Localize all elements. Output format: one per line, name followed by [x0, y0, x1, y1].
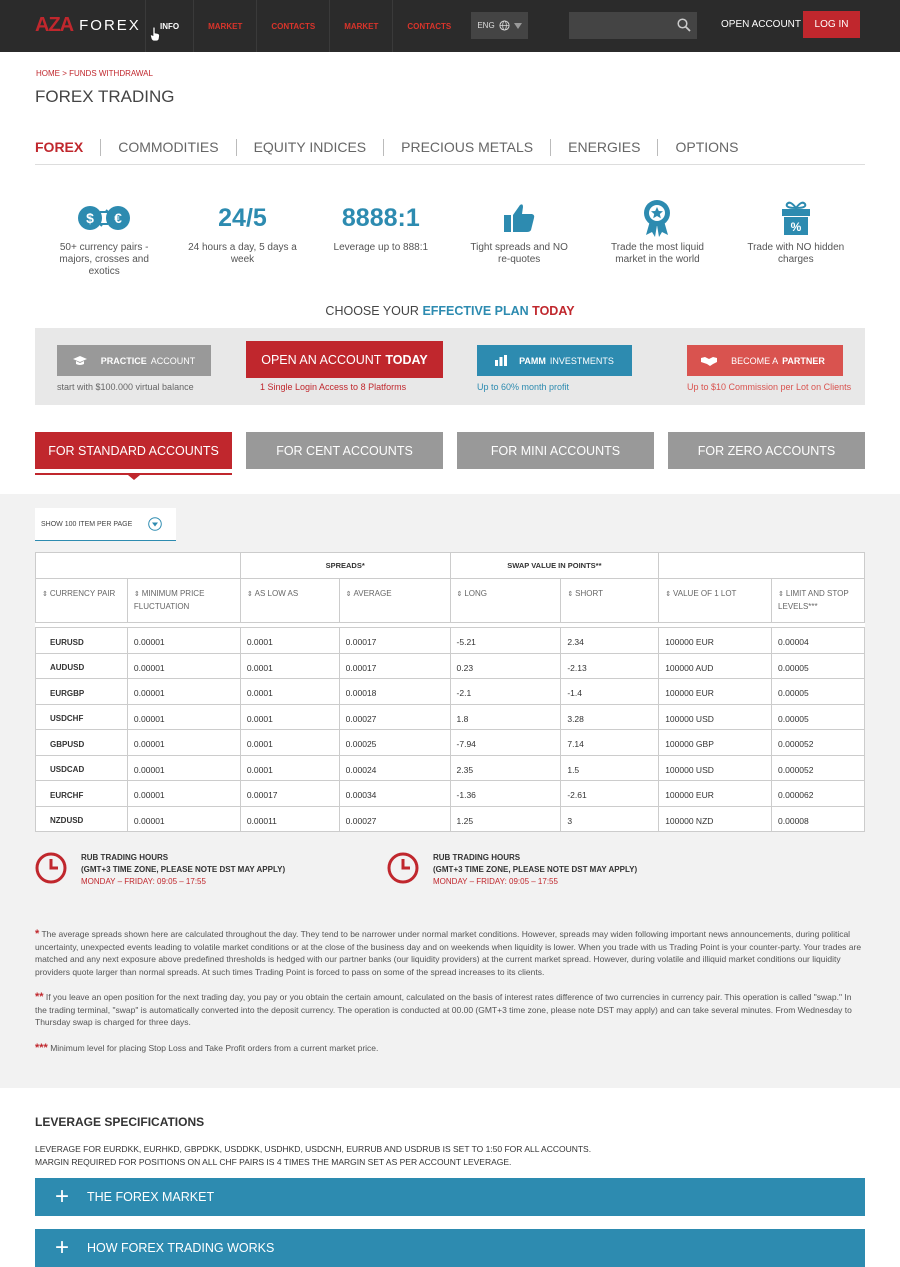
plan-heading: CHOOSE YOUR EFFECTIVE PLAN TODAY	[325, 304, 575, 318]
feature-liquid-market	[588, 198, 726, 278]
table-cell: -1.36	[450, 781, 561, 807]
feature-caption: 24 hours a day, 5 days a week	[188, 242, 297, 265]
practice-account-note: start with $100.000 virtual balance	[57, 382, 194, 392]
feature-24-5	[173, 198, 311, 278]
become-partner-button[interactable]: BECOME A PARTNER	[687, 345, 843, 376]
table-cell: 100000 EUR	[659, 628, 772, 654]
award-icon	[641, 199, 673, 237]
table-cell: 0.00034	[339, 781, 450, 807]
feature-caption: Trade with NO hidden charges	[747, 242, 845, 265]
currency-exchange-icon	[76, 203, 132, 233]
table-cell: 0.00004	[772, 628, 865, 654]
practice-account-button[interactable]: PRACTICE ACCOUNT	[57, 345, 211, 376]
trading-hours-2	[387, 852, 637, 888]
open-account-button[interactable]: OPEN AN ACCOUNT TODAY	[246, 341, 443, 378]
table-cell: 0.0001	[240, 704, 339, 730]
pamm-note: Up to 60% month profit	[477, 382, 570, 392]
table-cell: 0.00001	[127, 679, 240, 705]
currency-pair-cell: EURCHF	[36, 781, 128, 807]
currency-pair-cell: NZDUSD	[36, 806, 128, 832]
svg-text:%: %	[790, 220, 802, 234]
hours-title: RUB TRADING HOURS	[433, 853, 521, 862]
table-cell: -2.61	[561, 781, 659, 807]
table-cell: 2.35	[450, 755, 561, 781]
table-cell: -5.21	[450, 628, 561, 654]
currency-pair-cell: EURUSD	[36, 628, 128, 654]
leverage-line: MARGIN REQUIRED FOR POSITIONS ON ALL CHF PAIRS IS 4 TIMES THE MARGIN SET AS PER ACCOUNT LEVERAGE.	[35, 1156, 512, 1167]
logo-mark: AZA	[35, 14, 74, 36]
items-per-page-label: SHOW 100 ITEM PER PAGE	[41, 520, 133, 528]
sort-icon[interactable]: ⇕	[42, 591, 50, 598]
table-cell: 1.8	[450, 704, 561, 730]
trading-hours-1	[35, 852, 285, 888]
column-label: LIMIT AND STOP LEVELS***	[778, 589, 849, 611]
open-account-link[interactable]: OPEN ACCOUNT	[721, 19, 802, 30]
table-cell: -1.4	[561, 679, 659, 705]
column-header[interactable]	[36, 579, 128, 623]
sort-icon[interactable]: ⇕	[456, 591, 465, 598]
sort-icon[interactable]: ⇕	[133, 591, 142, 598]
chevron-down-icon	[514, 23, 522, 29]
column-label: AVERAGE	[353, 589, 392, 598]
language-select[interactable]	[471, 12, 528, 39]
table-row	[36, 653, 865, 679]
sort-icon[interactable]: ⇕	[567, 591, 576, 598]
clock-icon	[35, 852, 67, 884]
table-cell: 0.00001	[127, 653, 240, 679]
plus-icon: +	[55, 1183, 70, 1210]
tab-forex[interactable]: FOREX	[35, 139, 84, 155]
table-cell: 0.00017	[339, 628, 450, 654]
nav-item-contacts[interactable]: CONTACTS	[256, 0, 329, 52]
currency-pair-cell: GBPUSD	[36, 730, 128, 756]
top-navigation-bar	[0, 0, 900, 52]
logo-text: FOREX	[79, 17, 141, 34]
features-row	[35, 198, 865, 278]
accordion-forex-market[interactable]	[35, 1178, 865, 1216]
currency-pair-cell: EURGBP	[36, 679, 128, 705]
login-button[interactable]: LOG IN	[803, 11, 860, 38]
leverage-title: LEVERAGE SPECIFICATIONS	[35, 1115, 205, 1129]
graduation-cap-icon	[73, 356, 87, 366]
footnote-spreads: * The average spreads shown here are calculated throughout the day. They tend to be narrower under normal market conditions. However, spreads may widen following important news announcements, during political uncertainty, unexpected events leading to volatile market conditions or at the close of the business day and on weekends when liquidity is lower. When you trade with us Trading Point is your counter-party. Your trades are matched and any next exposure above predefined thresholds is hedged with our partner banks (our liquidity providers) at the current market spread. However, during volatile and illiquid market conditions our liquidity providers quote larger than normal spreads. At such times Trading Point is forced to pass on some of the spread increases to its clients.	[35, 928, 862, 977]
sort-icon[interactable]: ⇕	[778, 591, 786, 598]
currency-pair-cell: USDCAD	[36, 755, 128, 781]
table-cell: 0.00025	[339, 730, 450, 756]
items-per-page-select[interactable]	[35, 508, 176, 541]
search-icon[interactable]	[677, 18, 691, 32]
column-label: AS LOW AS	[254, 589, 299, 598]
nav-item-info[interactable]: INFO	[145, 0, 193, 52]
table-cell: 0.23	[450, 653, 561, 679]
column-header[interactable]	[127, 579, 240, 623]
currency-pair-cell: AUDUSD	[36, 653, 128, 679]
table-cell: 1.5	[561, 755, 659, 781]
table-cell: 0.00027	[339, 806, 450, 832]
table-cell: 0.000052	[772, 730, 865, 756]
tab-options[interactable]: OPTIONS	[657, 139, 755, 156]
nav-item-market-2[interactable]: MARKET	[329, 0, 392, 52]
table-row	[36, 806, 865, 832]
feature-value: 24/5	[218, 203, 267, 232]
table-cell: 0.00005	[772, 704, 865, 730]
sort-icon[interactable]: ⇕	[345, 591, 354, 598]
logo[interactable]	[35, 14, 141, 37]
nav-item-market[interactable]: MARKET	[193, 0, 256, 52]
sort-icon[interactable]: ⇕	[665, 591, 674, 598]
column-header[interactable]	[659, 579, 772, 623]
table-cell: 0.00001	[127, 755, 240, 781]
handshake-icon	[701, 356, 717, 366]
table-row	[36, 628, 865, 654]
hours-days: MONDAY – FRIDAY: 09:05 – 17:55	[81, 877, 206, 886]
table-group-empty-2	[659, 553, 865, 579]
table-cell: 0.0001	[240, 679, 339, 705]
table-cell: 0.0001	[240, 653, 339, 679]
hours-days: MONDAY – FRIDAY: 09:05 – 17:55	[433, 877, 558, 886]
table-cell: 7.14	[561, 730, 659, 756]
table-cell: 0.00011	[240, 806, 339, 832]
column-label: CURRENCY PAIR	[49, 589, 116, 598]
footnotes	[35, 928, 865, 1067]
column-label: MINIMUM PRICE FLUCTUATION	[133, 589, 205, 611]
accordion-label: THE FOREX MARKET	[87, 1190, 215, 1204]
plus-icon: +	[55, 1234, 70, 1261]
table-cell: 100000 EUR	[659, 679, 772, 705]
nav-item-contacts-2[interactable]: CONTACTS	[392, 0, 465, 52]
tab-standard-accounts[interactable]: FOR STANDARD ACCOUNTS	[35, 432, 232, 469]
hours-zone: (GMT+3 TIME ZONE, PLEASE NOTE DST MAY APPLY)	[81, 865, 286, 874]
table-cell: 0.00001	[127, 704, 240, 730]
table-cell: -2.13	[561, 653, 659, 679]
column-header[interactable]	[561, 579, 659, 623]
partner-note: Up to $10 Commission per Lot on Clients	[687, 382, 852, 392]
feature-value: 8888:1	[341, 203, 420, 232]
table-cell: 0.00001	[127, 781, 240, 807]
column-header[interactable]	[339, 579, 450, 623]
accordion-label: HOW FOREX TRADING WORKS	[87, 1241, 275, 1255]
forex-spreads-table	[35, 552, 865, 832]
table-cell: -7.94	[450, 730, 561, 756]
table-cell: 0.00027	[339, 704, 450, 730]
table-group-swap: SWAP VALUE IN POINTS**	[450, 553, 659, 579]
active-tab-pointer	[128, 475, 140, 480]
table-row	[36, 704, 865, 730]
table-cell: 0.00001	[127, 730, 240, 756]
gift-icon	[780, 200, 812, 236]
feature-no-charges	[727, 198, 865, 278]
table-cell: 0.00024	[339, 755, 450, 781]
leverage-line: LEVERAGE FOR EURDKK, EURHKD, GBPDKK, USDDKK, USDHKD, USDCNH, EURRUB AND USDRUB IS SET TO 1:50 FOR ALL ACCOUNTS.	[35, 1144, 592, 1154]
table-cell: 100000 USD	[659, 704, 772, 730]
feature-leverage	[312, 198, 450, 278]
open-account-note: 1 Single Login Access to 8 Platforms	[260, 382, 407, 392]
table-row	[36, 781, 865, 807]
leverage-text	[35, 1143, 591, 1168]
breadcrumb[interactable]: HOME > FUNDS WITHDRAWAL	[36, 69, 153, 78]
table-cell: -2.1	[450, 679, 561, 705]
bar-chart-icon	[495, 355, 507, 366]
table-group-empty	[36, 553, 241, 579]
currency-pair-cell: USDCHF	[36, 704, 128, 730]
table-cell: 3.28	[561, 704, 659, 730]
feature-caption: Trade the most liquid market in the world	[610, 242, 704, 265]
hours-title: RUB TRADING HOURS	[81, 853, 169, 862]
table-cell: 2.34	[561, 628, 659, 654]
table-row	[36, 679, 865, 705]
table-cell: 0.00001	[127, 806, 240, 832]
language-value: ENG	[477, 21, 495, 30]
instrument-tabs	[35, 137, 865, 165]
table-cell: 100000 AUD	[659, 653, 772, 679]
pamm-investments-button[interactable]: PAMM INVESTMENTS	[477, 345, 632, 376]
accordion-how-forex-works[interactable]	[35, 1229, 865, 1267]
dropdown-chevron-icon[interactable]	[148, 517, 162, 531]
table-row	[36, 755, 865, 781]
feature-caption: Leverage up to 888:1	[333, 242, 429, 253]
sort-icon[interactable]: ⇕	[246, 591, 255, 598]
table-cell: 0.000052	[772, 755, 865, 781]
table-cell: 0.00005	[772, 653, 865, 679]
page-title: FOREX TRADING	[35, 87, 175, 106]
tab-zero-accounts[interactable]: FOR ZERO ACCOUNTS	[668, 432, 865, 469]
feature-currency-pairs	[35, 198, 173, 278]
table-cell: 0.0001	[240, 730, 339, 756]
table-cell: 0.00005	[772, 679, 865, 705]
tab-mini-accounts[interactable]: FOR MINI ACCOUNTS	[457, 432, 654, 469]
table-cell: 100000 NZD	[659, 806, 772, 832]
table-cell: 0.00001	[127, 628, 240, 654]
tab-precious-metals[interactable]: PRECIOUS METALS	[383, 139, 550, 156]
footnote-limit-stop: *** Minimum level for placing Stop Loss and Take Profit orders from a current market price.	[35, 1041, 379, 1054]
search-input[interactable]	[569, 12, 697, 39]
tab-cent-accounts[interactable]: FOR CENT ACCOUNTS	[246, 432, 443, 469]
table-cell: 100000 EUR	[659, 781, 772, 807]
tab-commodities[interactable]: COMMODITIES	[100, 139, 235, 156]
column-label: VALUE OF 1 LOT	[673, 589, 737, 598]
table-row	[36, 730, 865, 756]
table-cell: 3	[561, 806, 659, 832]
table-cell: 0.0001	[240, 755, 339, 781]
svg-text:$: $	[86, 210, 95, 226]
hand-cursor-icon	[150, 27, 160, 41]
hours-zone: (GMT+3 TIME ZONE, PLEASE NOTE DST MAY APPLY)	[433, 865, 638, 874]
table-cell: 100000 USD	[659, 755, 772, 781]
table-cell: 100000 GBP	[659, 730, 772, 756]
column-label: SHORT	[575, 589, 604, 598]
table-cell: 0.00017	[339, 653, 450, 679]
table-cell: 0.00018	[339, 679, 450, 705]
svg-text:€: €	[114, 210, 123, 226]
tab-energies[interactable]: ENERGIES	[550, 139, 657, 156]
feature-caption: 50+ currency pairs - majors, crosses and exotics	[59, 242, 149, 277]
feature-spreads	[450, 198, 588, 278]
tab-equity-indices[interactable]: EQUITY INDICES	[236, 139, 384, 156]
column-label: LONG	[464, 589, 488, 598]
table-cell: 1.25	[450, 806, 561, 832]
column-header[interactable]	[450, 579, 561, 623]
table-cell: 0.000062	[772, 781, 865, 807]
clock-icon	[387, 852, 419, 884]
main-nav	[145, 0, 465, 52]
table-group-spreads: SPREADS*	[240, 553, 450, 579]
table-cell: 0.00017	[240, 781, 339, 807]
globe-icon	[499, 20, 510, 31]
column-header[interactable]	[240, 579, 339, 623]
table-cell: 0.00008	[772, 806, 865, 832]
column-header[interactable]	[772, 579, 865, 623]
table-cell: 0.0001	[240, 628, 339, 654]
thumbs-up-icon	[502, 201, 536, 235]
footnote-swap: ** If you leave an open position for the next trading day, you pay or you obtain the certain amount, calculated on the basis of interest rates difference of two currencies in currency pair. This operation is called "swap." In the trading terminal, "swap" is automatically converted into the deposit currency. The operation is conducted at 00.00 (GMT+3 time zone, please note DST may apply) and can take several minutes. From Wednesday to Thursday swap is charged for three days.	[35, 991, 852, 1027]
plans-panel	[35, 328, 865, 405]
feature-caption: Tight spreads and NO re-quotes	[470, 242, 568, 265]
